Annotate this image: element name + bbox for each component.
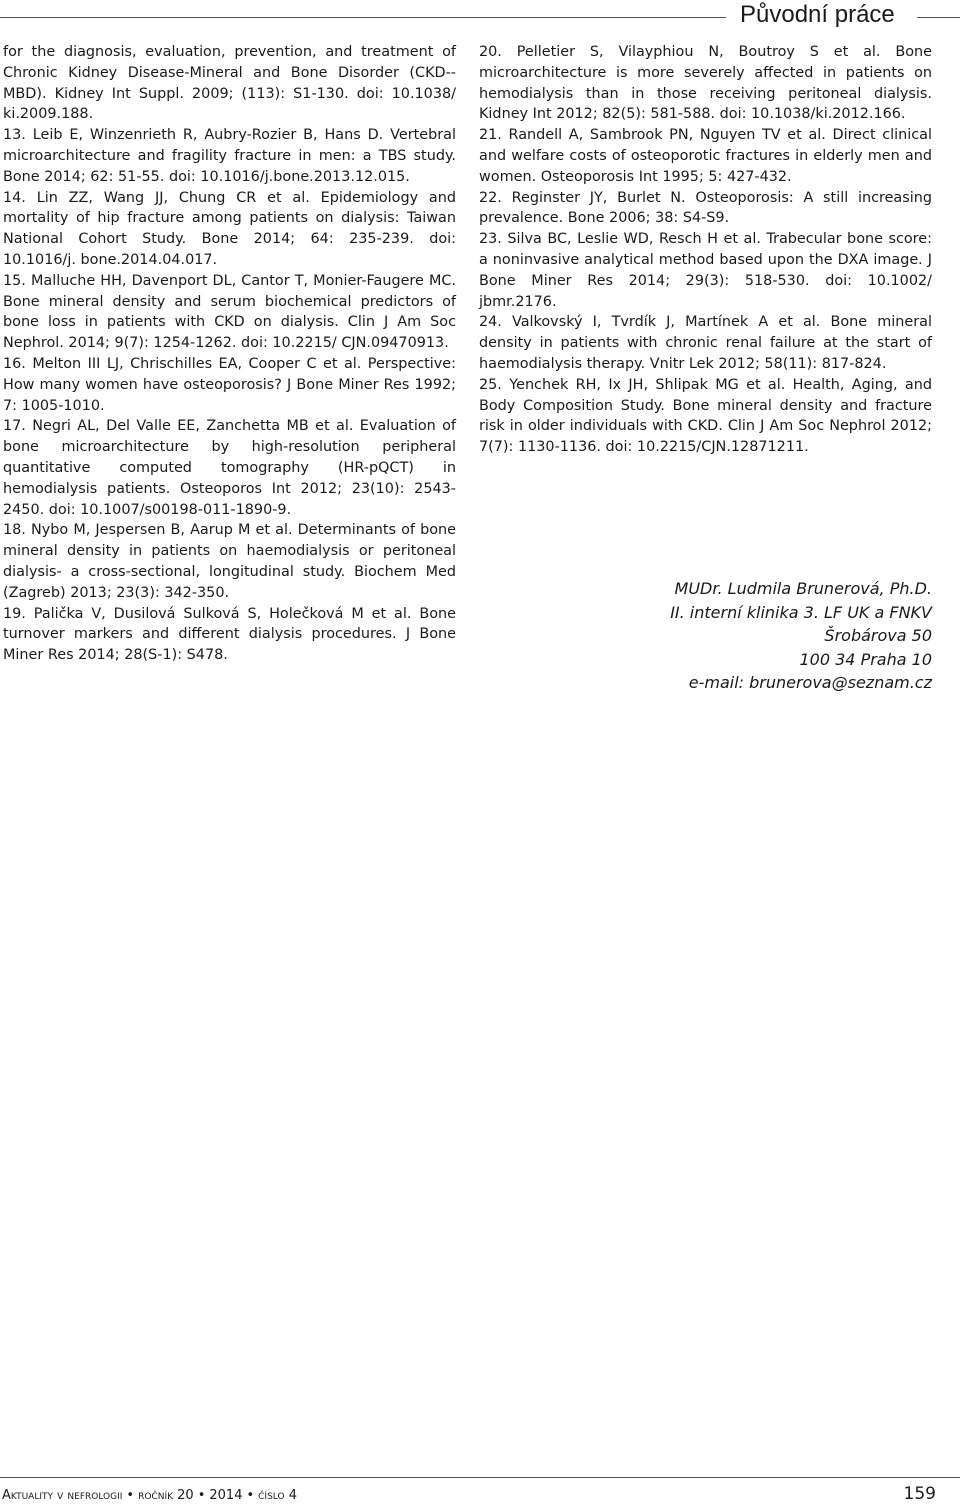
reference-item: 16. Melton III LJ, Chrischilles EA, Cooper C et al. Perspective: How many women have osteoporosis? J Bone Miner Res 1992; 7: 1005-1010.	[3, 355, 456, 414]
author-name: MUDr. Ludmila Brunerová, Ph.D.	[674, 579, 932, 598]
reference-item: 17. Negri AL, Del Valle EE, Zanchetta MB et al. Evaluation of bone microarchitecture by high-resolution peripheral quantitative computed tomography (HR-pQCT) in hemodialysis patients. Osteoporos Int 2012; 23(10): 2543-2450. doi: 10.1007/s00198-011-1890-9.	[3, 418, 456, 518]
year: 2014	[209, 1488, 243, 1503]
header-rule-right	[917, 17, 960, 18]
reference-item: 25. Yenchek RH, Ix JH, Shlipak MG et al. Health, Aging, and Body Composition Study. Bone mineral density and fracture risk in older individuals with CKD. Clin J Am Soc Nephrol 2012; 7(7): 1130-1136. doi: 10.2215/CJN.12871211.	[479, 376, 932, 456]
page-number: 159	[903, 1484, 936, 1504]
reference-item: 18. Nybo M, Jespersen B, Aarup M et al. Determinants of bone mineral density in patients on haemodialysis or peritoneal dialysis- a cross-sectional, longitudinal study. Biochem Med (Zagreb) 2013; 23(3): 342-350.	[3, 522, 456, 601]
header-rule-left	[0, 17, 726, 18]
footer-journal-info	[2, 1488, 297, 1506]
separator-dot: •	[126, 1488, 135, 1503]
author-city: 100 34 Praha 10	[799, 649, 932, 669]
reference-item: 22. Reginster JY, Burlet N. Osteoporosis: A still increasing prevalence. Bone 2006; 38: S4-S9.	[479, 189, 932, 227]
separator-dot: •	[197, 1488, 206, 1503]
journal-title: Aktuality v nefrologii	[2, 1488, 123, 1503]
reference-item: 15. Malluche HH, Davenport DL, Cantor T, Monier-Faugere MC. Bone mineral density and serum biochemical predictors of bone loss in patients with CKD on dialysis. Clin J Am Soc Nephrol. 2014; 9(7): 1254-1262. doi: 10.2215/ CJN.09470913.	[3, 272, 456, 352]
author-department: II. interní klinika 3. LF UK a FNKV	[670, 602, 932, 622]
section-label: Původní práce	[740, 1, 895, 28]
references-column-left	[3, 42, 456, 666]
reference-item: for the diagnosis, evaluation, prevention, and treatment of Chronic Kidney Disease-Mineral and Bone Disorder (CKD--MBD). Kidney Int Suppl. 2009; (113): S1-130. doi: 10.1038/ ki.2009.188.	[3, 44, 456, 123]
author-email: e-mail: brunerova@seznam.cz	[688, 673, 932, 692]
issue-label: číslo	[258, 1488, 285, 1503]
reference-item: 20. Pelletier S, Vilayphiou N, Boutroy S et al. Bone microarchitecture is more severely affected in patients on hemodialysis than in those receiving peritoneal dialysis. Kidney Int 2012; 82(5): 581-588. doi: 10.1038/ki.2012.166.	[479, 44, 932, 123]
reference-item: 24. Valkovský I, Tvrdík J, Martínek A et al. Bone mineral density in patients with chronic renal failure at the start of haemodialysis therapy. Vnitr Lek 2012; 58(11): 817-824.	[479, 314, 932, 372]
references-column-right	[479, 42, 932, 458]
author-street: Šrobárova 50	[824, 626, 932, 645]
correspondence-address	[560, 577, 932, 695]
separator-dot: •	[246, 1488, 255, 1503]
reference-item: 14. Lin ZZ, Wang JJ, Chung CR et al. Epidemiology and mortality of hip fracture among patients on dialysis: Taiwan National Cohort Study. Bone 2014; 64: 235-239. doi: 10.1016/j. bone.2014.04.017.	[3, 189, 456, 268]
reference-item: 19. Palička V, Dusilová Sulková S, Holečková M et al. Bone turnover markers and different dialysis procedures. J Bone Miner Res 2014; 28(S-1): S478.	[3, 605, 456, 664]
issue-number: 4	[288, 1488, 297, 1503]
volume-label: ročník	[138, 1488, 174, 1503]
footer-rule	[0, 1477, 960, 1478]
reference-item: 21. Randell A, Sambrook PN, Nguyen TV et al. Direct clinical and welfare costs of osteoporotic fractures in elderly men and women. Osteoporosis Int 1995; 5: 427-432.	[479, 127, 932, 185]
reference-item: 23. Silva BC, Leslie WD, Resch H et al. Trabecular bone score: a noninvasive analytical method based upon the DXA image. J Bone Miner Res 2014; 29(3): 518-530. doi: 10.1002/ jbmr.2176.	[479, 231, 932, 310]
reference-item: 13. Leib E, Winzenrieth R, Aubry-Rozier B, Hans D. Vertebral microarchitecture and fragility fracture in men: a TBS study. Bone 2014; 62: 51-55. doi: 10.1016/j.bone.2013.12.015.	[3, 127, 456, 185]
volume-number: 20	[177, 1488, 194, 1503]
